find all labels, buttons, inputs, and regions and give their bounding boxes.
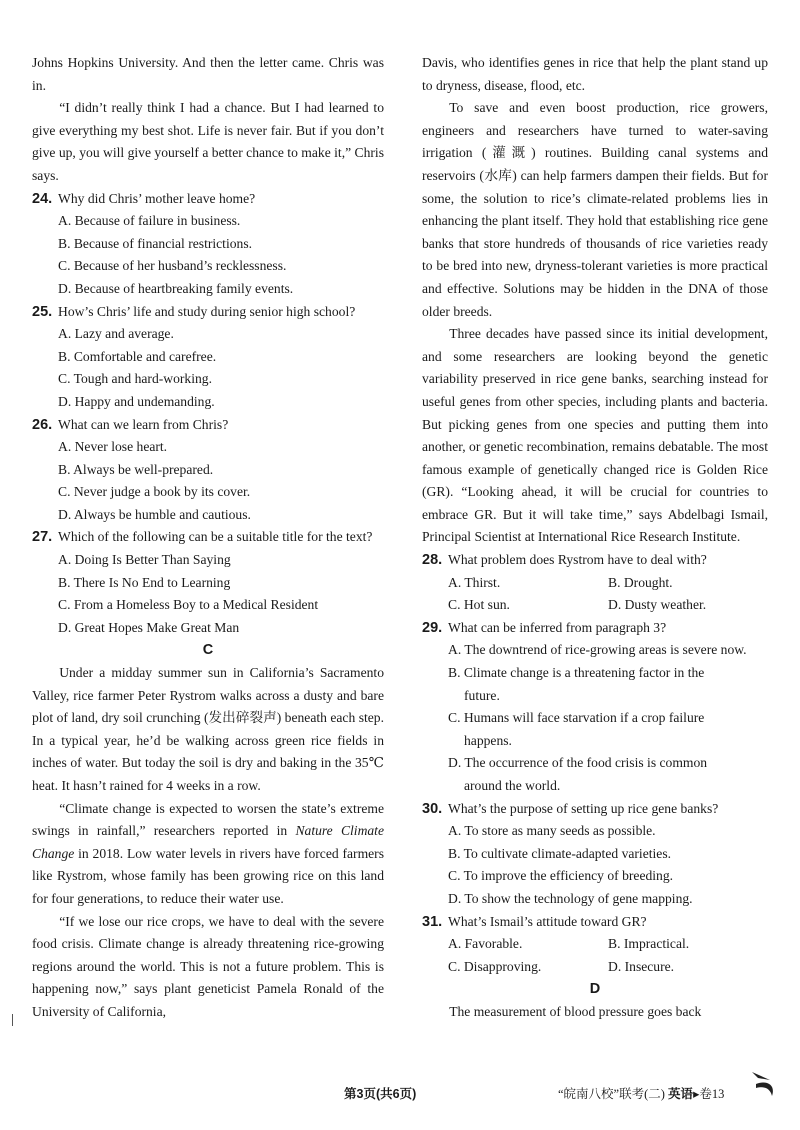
option-a[interactable] (422, 639, 768, 662)
paragraph: Under a midday summer sun in California’s Sacramento Valley, rice farmer Peter Rystrom walks across a dusty and bare plot of land, dry soil crunching (发出碎裂声) beneath each step. In a typical year, he’d be walking across green rice fields in inches of water. But today the soil is dry and baking in the 35℃ heat. It hasn’t rained for 4 weeks in a row. (32, 665, 384, 793)
option-b[interactable] (422, 662, 768, 707)
exam-label (558, 1084, 724, 1102)
option-b[interactable]: B. There Is No End to Learning (58, 574, 231, 590)
question-number: 28. (422, 552, 443, 569)
paragraph: To save and even boost production, rice growers, engineers and researchers have turned to water-saving irrigation (灌溉) routines. Building canal systems and reservoirs (水库) can help farmers dampen their fields. But for some, the solution to rice’s climate-related problems lies in enhancing the plant itself. They hold that establishing rice gene banks that store hundreds of thousands of rice varieties ready to be bred into new, dryness-tolerant varieties is more practical and effective. Solutions may be hidden in the DNA of those older breeds. (422, 100, 768, 319)
option-b[interactable]: B. To cultivate climate-adapted varieties. (448, 845, 672, 861)
question-29 (422, 617, 768, 798)
option-d[interactable] (422, 752, 768, 797)
right-column (422, 52, 768, 1024)
option-text-cont: around the world. (464, 778, 561, 793)
question-31 (422, 911, 768, 979)
section-heading-d: D (589, 981, 601, 998)
section-heading-c: C (202, 642, 214, 659)
margin-mark (12, 1014, 13, 1026)
option-text: C. Humans will face starvation if a crop failure (448, 710, 705, 726)
option-text: A. The downtrend of rice-growing areas is severe now. (448, 642, 747, 658)
option-c[interactable]: C. Because of her husband’s recklessness. (58, 258, 287, 274)
question-25 (32, 301, 384, 414)
option-a[interactable]: A. Because of failure in business. (58, 213, 241, 229)
paragraph: “If we lose our rice crops, we have to deal with the severe food crisis. Climate change is already threatening rice-growing regions around the world. This is not a future problem. This is happening now,” says plant geneticist Pamela Ronald of the University of California, (32, 913, 384, 1019)
question-30 (422, 798, 768, 911)
option-d[interactable]: D. Happy and undemanding. (58, 393, 215, 409)
option-d[interactable]: D. Dusty weather. (608, 597, 707, 613)
question-26 (32, 414, 384, 527)
paragraph: Davis, who identifies genes in rice that help the plant stand up to dryness, disease, flood, etc. (422, 55, 768, 93)
question-number: 26. (32, 416, 53, 433)
option-a[interactable]: A. Doing Is Better Than Saying (58, 552, 231, 568)
option-b[interactable]: B. Always be well-prepared. (58, 461, 214, 477)
question-number: 27. (32, 529, 53, 546)
page-footer (0, 1084, 800, 1114)
question-stem: What problem does Rystrom have to deal with? (448, 552, 707, 568)
question-24 (32, 188, 384, 301)
question-28 (422, 549, 768, 617)
question-stem: What can we learn from Chris? (58, 416, 229, 432)
question-stem: Why did Chris’ mother leave home? (58, 190, 256, 206)
option-d[interactable]: D. Because of heartbreaking family events. (58, 280, 294, 296)
option-text: D. The occurrence of the food crisis is common (448, 755, 708, 771)
option-b[interactable]: B. Drought. (608, 574, 673, 590)
option-c[interactable]: C. Disapproving. (448, 958, 542, 974)
option-a[interactable]: A. Favorable. (448, 936, 523, 952)
paragraph: Johns Hopkins University. And then the letter came. Chris was in. (32, 55, 384, 93)
option-c[interactable]: C. From a Homeless Boy to a Medical Resident (58, 597, 319, 613)
paragraph (32, 798, 384, 911)
journal-title: Nature Climate Change (32, 823, 384, 861)
option-a[interactable]: A. Thirst. (448, 574, 501, 590)
option-a[interactable]: A. Never lose heart. (58, 439, 168, 455)
exam-name: “皖南八校”联考(二) (558, 1087, 665, 1101)
option-c[interactable]: C. Tough and hard-working. (58, 371, 212, 387)
question-stem: What’s the purpose of setting up rice gene banks? (448, 800, 719, 816)
question-stem: How’s Chris’ life and study during senior high school? (58, 303, 356, 319)
page-number: 第3页(共6页) (344, 1087, 417, 1101)
paragraph-text: “Climate change is expected to worsen the state’s extreme swings in rainfall,” researchers reported in (32, 800, 384, 839)
option-text-cont: future. (464, 687, 500, 703)
question-stem: What can be inferred from paragraph 3? (448, 619, 667, 635)
paragraph-text: in 2018. Low water levels in rivers have forced farmers like Rystrom, whose family has been growing rice on this land for four generations, to reduce their water use. (32, 845, 384, 906)
option-a[interactable]: A. To store as many seeds as possible. (448, 823, 656, 839)
question-27 (32, 526, 384, 639)
option-d[interactable]: D. Great Hopes Make Great Man (58, 619, 240, 635)
option-b[interactable]: B. Comfortable and carefree. (58, 348, 217, 364)
left-column (32, 52, 384, 1024)
question-number: 31. (422, 913, 443, 930)
option-c[interactable]: C. Never judge a book by its cover. (58, 484, 251, 500)
paper-label: ▸卷13 (693, 1087, 725, 1101)
question-stem: What’s Ismail’s attitude toward GR? (448, 913, 647, 929)
option-text: B. Climate change is a threatening factor in the (448, 665, 705, 681)
option-b[interactable]: B. Impractical. (608, 936, 690, 952)
subject-label: 英语 (668, 1087, 694, 1101)
option-c[interactable]: C. Hot sun. (448, 597, 510, 613)
option-d[interactable]: D. Always be humble and cautious. (58, 506, 251, 522)
option-a[interactable]: A. Lazy and average. (58, 326, 174, 342)
question-number: 30. (422, 800, 443, 817)
option-text-cont: happens. (464, 732, 512, 748)
question-stem: Which of the following can be a suitable title for the text? (58, 529, 373, 545)
question-number: 29. (422, 619, 443, 636)
question-number: 24. (32, 190, 53, 207)
option-c[interactable]: C. To improve the efficiency of breeding. (448, 868, 674, 884)
paragraph: “I didn’t really think I had a chance. But I had learned to give everything my best shot. Life is never fair. But if you don’t give up, you will give yourself a better chance to make it,” Chris says. (32, 100, 384, 183)
option-c[interactable] (422, 707, 768, 752)
option-b[interactable]: B. Because of financial restrictions. (58, 235, 253, 251)
question-number: 25. (32, 303, 53, 320)
option-d[interactable]: D. Insecure. (608, 958, 675, 974)
paragraph: Three decades have passed since its initial development, and some researchers are looking beyond the genetic variability preserved in rice gene banks, searching instead for useful genes from other species, including plants and bacteria. But picking genes from one species and putting them into another, or genetic recombination, remains debatable. The most famous example of genetically changed rice is Golden Rice (GR). “Looking ahead, it will be crucial for countries to embrace GR. But it will take time,” says Abdelbagi Ismail, Principal Scientist at International Rice Research Institute. (422, 326, 768, 545)
paragraph: The measurement of blood pressure goes back (449, 1003, 702, 1019)
swoosh-logo-icon (748, 1066, 782, 1100)
option-d[interactable]: D. To show the technology of gene mapping. (448, 890, 693, 906)
